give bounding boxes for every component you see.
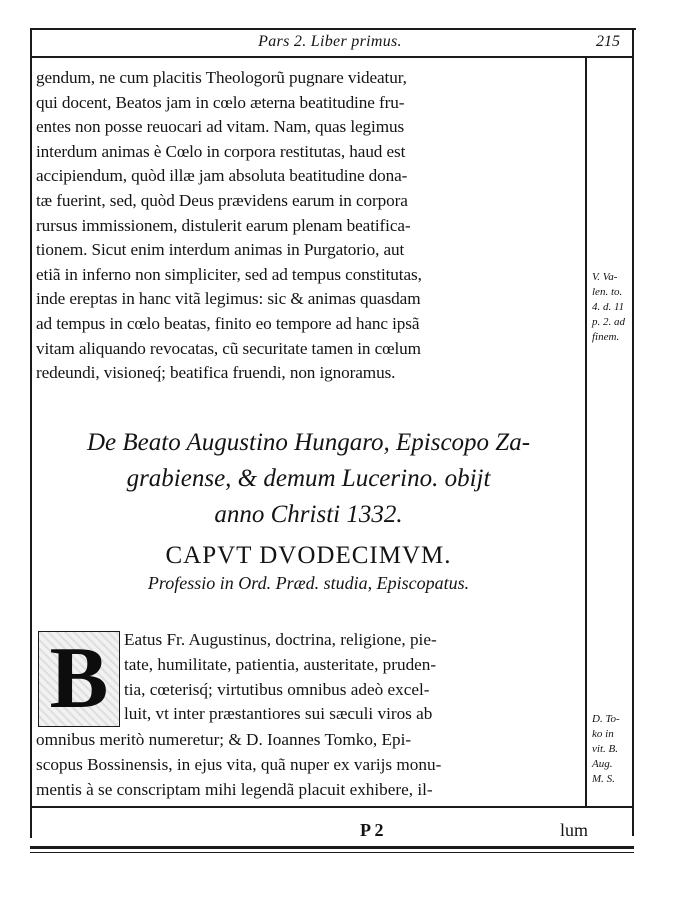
text-line: tæ fuerint, sed, quòd Deus prævidens earum in corpora	[36, 190, 408, 210]
text-line: gendum, ne cum placitis Theologorũ pugnare videatur,	[36, 68, 407, 87]
margin-note-valentia	[592, 270, 636, 345]
text-line: inde ereptas in hanc vitã legimus: sic & animas quasdam	[36, 289, 421, 309]
margin-note-line: Aug.	[592, 758, 613, 770]
heading-line: anno Christi 1332.	[214, 501, 403, 528]
body-text-top	[36, 66, 581, 386]
margin-rule	[585, 58, 587, 808]
text-line: ad tempus in cœlo beatas, finito eo tempore ad hanc ipsã	[36, 313, 420, 333]
text-line: tate, humilitate, patientia, austeritate, pruden-	[124, 654, 437, 674]
margin-note-line: 4. d. 11	[592, 301, 625, 313]
margin-note-line: V. Va-	[592, 271, 618, 283]
text-line: interdum animas è Cœlo in corpora restitutas, haud est	[36, 141, 406, 161]
decorated-initial	[38, 631, 120, 727]
text-line: vitam aliquando revocatas, cũ securitate tamen in cœlum	[36, 338, 421, 358]
margin-note-tomko	[592, 712, 636, 787]
margin-note-line: p. 2. ad	[592, 316, 625, 328]
text-line: scopus Bossinensis, in ejus vita, quã nuper ex varijs monu-	[36, 754, 442, 774]
signature-mark: P 2	[360, 820, 384, 840]
chapter-heading	[36, 425, 581, 595]
text-line: Eatus Fr. Augustinus, doctrina, religione, pie-	[124, 630, 437, 649]
text-line: entes non posse reuocari ad vitam. Nam, quas legimus	[36, 117, 405, 137]
text-line: accipiendum, quòd illæ jam absoluta beatitudine dona-	[36, 166, 408, 186]
text-line: luit, vt inter præstantiores sui sæculi viros ab	[124, 704, 433, 724]
chapter-title: CAPVT DVODECIMVM.	[165, 542, 452, 569]
margin-note-line: finem.	[592, 331, 620, 343]
paragraph-full	[36, 728, 581, 802]
bottom-rule-thin	[30, 852, 634, 853]
catchword-rule	[30, 806, 634, 808]
margin-note-line: D. To-	[592, 713, 620, 725]
text-line: qui docent, Beatos jam in cœlo æterna beatitudine fru-	[36, 92, 405, 112]
margin-note-line: vit. B.	[592, 743, 618, 755]
catchword: lum	[560, 820, 589, 840]
text-line: redeundi, visioneq́; beatifica fruendi, non ignoramus.	[36, 363, 396, 383]
margin-note-line: ko in	[592, 728, 614, 740]
initial-letter: B	[49, 630, 109, 727]
text-line: omnibus meritò numeretur; & D. Ioannes Tomko, Epi-	[36, 730, 412, 749]
paragraph-indented	[124, 628, 581, 727]
margin-note-line: len. to.	[592, 286, 623, 298]
page-number: 215	[596, 33, 620, 50]
text-line: etiã in inferno non simpliciter, sed ad tempus constitutas,	[36, 264, 422, 284]
heading-line: De Beato Augustino Hungaro, Episcopo Za-	[86, 429, 531, 456]
bottom-rule	[30, 846, 634, 849]
margin-note-line: M. S.	[592, 773, 615, 785]
text-line: rursus immissionem, distulerit earum plenam beatifica-	[36, 215, 411, 235]
text-line: mentis à se conscriptam mihi legendã placuit exhibere, il-	[36, 779, 433, 799]
header-rule	[30, 56, 634, 58]
text-line: tia, cœterisq́; virtutibus omnibus adeò excel-	[124, 679, 430, 699]
text-line: tionem. Sicut enim interdum animas in Purgatorio, aut	[36, 240, 405, 260]
running-head: Pars 2. Liber primus.	[258, 33, 402, 50]
heading-line: grabiense, & demum Lucerino. obijt	[126, 465, 491, 492]
chapter-subtitle: Professio in Ord. Præd. studia, Episcopatus.	[147, 573, 470, 593]
